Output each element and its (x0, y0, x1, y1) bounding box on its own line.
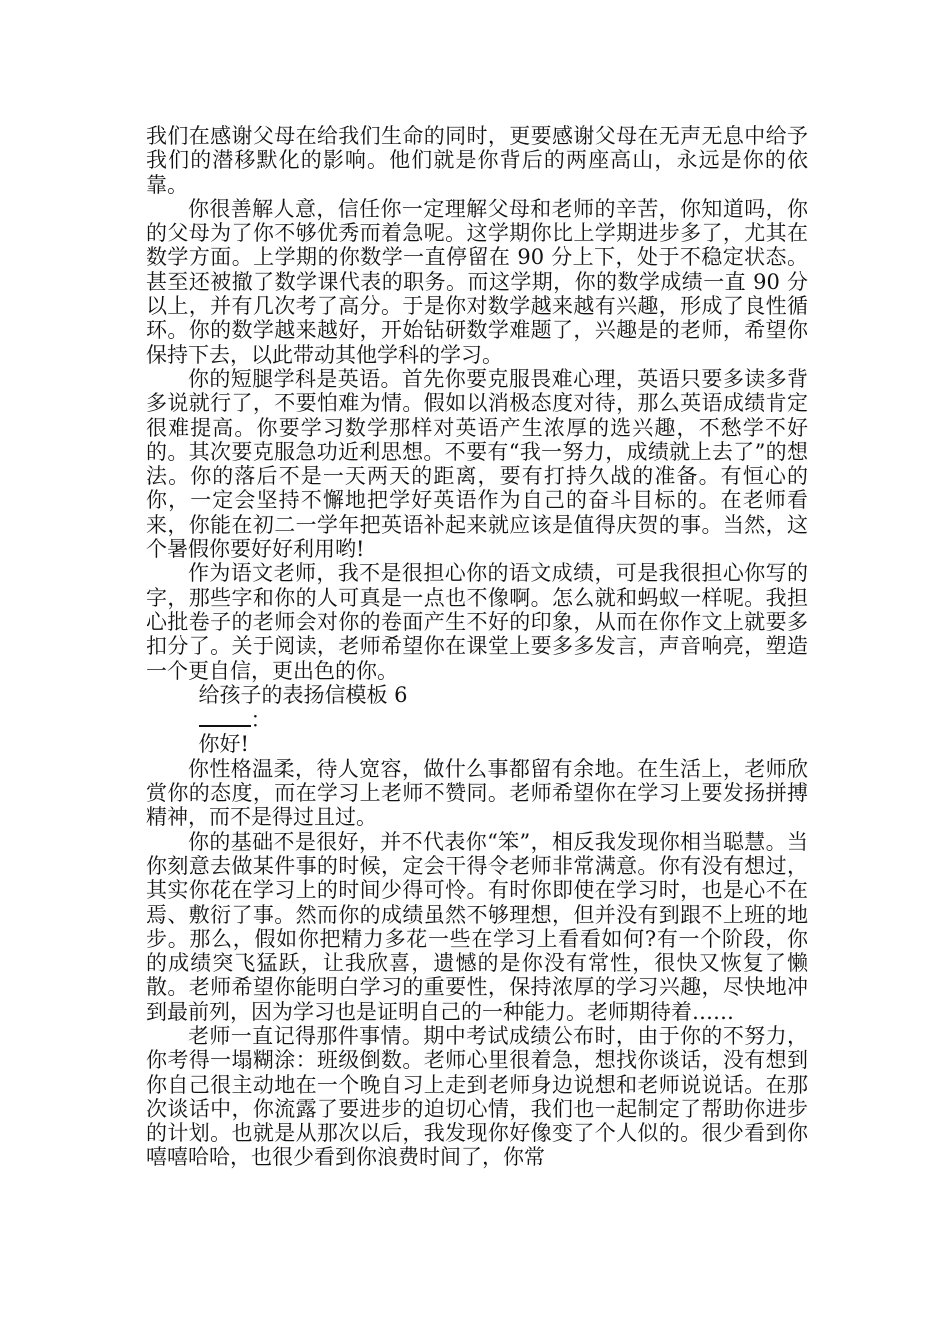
paragraph-3: 你的短腿学科是英语。首先你要克服畏难心理，英语只要多读多背多说就行了，不要怕难为情。假如以消极态度对待，那么英语成绩肯定很难提高。你要学习数学那样对英语产生浓厚的选兴趣，不愁学不好的。其次要克服急功近利思想。不要有“我一努力，成绩就上去了”的想法。你的落后不是一天两天的距离，要有打持久战的准备。有恒心的你，一定会坚持不懈地把学好英语作为自己的奋斗目标的。在老师看来，你能在初二一学年把英语补起来就应该是值得庆贺的事。当然，这个暑假你要好好利用哟! (146, 366, 808, 562)
paragraph-4: 作为语文老师，我不是很担心你的语文成绩，可是我很担心你写的字，那些字和你的人可真是一点也不像啊。怎么就和蚂蚁一样呢。我担心批卷子的老师会对你的卷面产生不好的印象，从而在你作文上就要多扣分了。关于阅读，老师希望你在课堂上要多多发言，声音响亮，塑造一个更自信，更出色的你。 (146, 561, 808, 683)
document-page (146, 124, 808, 1170)
paragraph-2: 你很善解人意，信任你一定理解父母和老师的辛苦，你知道吗，你的父母为了你不够优秀而着急呢。这学期你比上学期进步多了，尤其在数学方面。上学期的你数学一直停留在 90 分上下，处于不稳定状态。甚至还被撤了数学课代表的职务。而这学期，你的数学成绩一直 90 分以上，并有几次考了高分。于是你对数学越来越有兴趣，形成了良性循环。你的数学越来越好，开始钻研数学难题了，兴趣是的老师，希望你保持下去，以此带动其他学科的学习。 (146, 196, 808, 367)
addressee-line (146, 707, 808, 732)
paragraph-6: 你的基础不是很好，并不代表你“笨”，相反我发现你相当聪慧。当你刻意去做某件事的时候，定会干得令老师非常满意。你有没有想过，其实你花在学习上的时间少得可怜。有时你即使在学习时，也是心不在焉、敷衍了事。然而你的成绩虽然不够理想，但并没有到跟不上班的地步。那么，假如你把精力多花一些在学习上看看如何?有一个阶段，你的成绩突飞猛跃，让我欣喜，遗憾的是你没有常性，很快又恢复了懒散。老师希望你能明白学习的重要性，保持浓厚的学习兴趣，尽快地冲到最前列，因为学习也是证明自己的一种能力。老师期待着…… (146, 829, 808, 1024)
addressee-blank (199, 707, 251, 727)
paragraph-5: 你性格温柔，待人宽容，做什么事都留有余地。在生活上，老师欣赏你的态度，而在学习上老师不赞同。老师希望你在学习上要发扬拼搏精神，而不是得过且过。 (146, 756, 808, 830)
paragraph-1: 我们在感谢父母在给我们生命的同时，更要感谢父母在无声无息中给予我们的潜移默化的影响。他们就是你背后的两座高山，永远是你的依靠。 (146, 124, 808, 197)
addressee-colon: ： (250, 708, 272, 733)
greeting: 你好! (198, 732, 249, 757)
paragraph-7: 老师一直记得那件事情。期中考试成绩公布时，由于你的不努力，你考得一塌糊涂：班级倒数。老师心里很着急，想找你谈话，没有想到你自己很主动地在一个晚自习上走到老师身边说想和老师说说话。在那次谈话中，你流露了要进步的迫切心情，我们也一起制定了帮助你进步的计划。也就是从那次以后，我发现你好像变了个人似的。很少看到你嘻嘻哈哈，也很少看到你浪费时间了，你常 (146, 1023, 808, 1170)
section-heading: 给孩子的表扬信模板 6 (198, 682, 408, 707)
